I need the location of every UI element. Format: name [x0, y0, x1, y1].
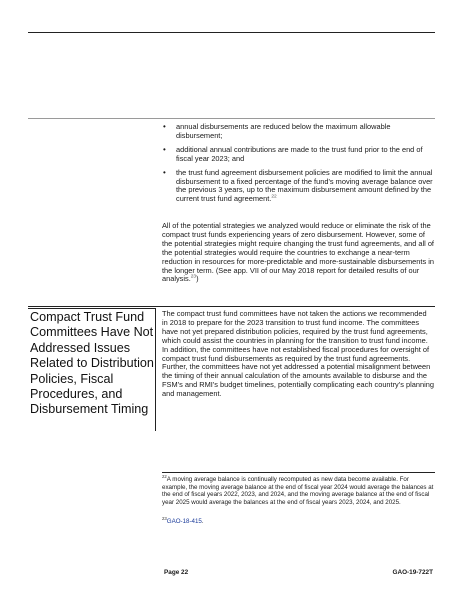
bullet-marker: • [163, 122, 166, 131]
paragraph-text: All of the potential strategies we analyzed would reduce or eliminate the risk of the compact trust funds experiencing years of zero disbursement. However, some of the potential strategies might require changing the trust fund agreements, and all of the potential strategies would require the countries to exchange a near-term reduction in resources for more-predictable and more-sustainable disbursements in the longer term. (See app. VII of our May 2018 report for detailed results of our analysis. [162, 221, 434, 284]
footnote-rule [162, 472, 435, 473]
report-number: GAO-19-722T [392, 569, 433, 576]
footnote-ref[interactable]: 22 [271, 194, 277, 200]
bullet-list [162, 123, 434, 209]
footnote-number: 23 [162, 515, 167, 521]
section-rule [28, 306, 435, 307]
list-item [162, 123, 434, 141]
footnote-text: . [201, 518, 204, 525]
bullet-marker: • [163, 167, 166, 177]
section-divider [28, 118, 435, 119]
page-number: Page 22 [164, 569, 189, 576]
paragraph-close: ) [196, 274, 199, 284]
footnote-number: 22 [162, 473, 167, 479]
footnote-text: A moving average balance is continually recomputed as new data become available. For example, the moving average balance at the end of fiscal year 2024 would average the balances at the end of fiscal years 2022, 2023, and 2024, and the moving average balance at the end of fiscal year 2025 would average the balances at the end of fiscal years 2023, 2024, and 2025. [162, 476, 434, 506]
section-heading: Compact Trust Fund Committees Have Not Addressed Issues Related to Distribution Policies, Fiscal Procedures, and Disbursement Timing [30, 310, 154, 417]
footnote-23 [162, 515, 434, 526]
strategies-paragraph [162, 222, 434, 284]
report-link[interactable]: GAO-18-415 [166, 518, 202, 525]
footnote-22 [162, 473, 434, 506]
bullet-marker: • [163, 144, 166, 154]
bullet-text: additional annual contributions are made to the trust fund prior to the end of fiscal year 2023; and [176, 144, 423, 163]
top-rule [28, 32, 435, 33]
bullet-text: the trust fund agreement disbursement policies are modified to limit the annual disbursement to a fixed percentage of the fund’s moving average balance over the previous 3 years, up to the maximum disbursement amount defined by the current trust fund agreement. [176, 167, 433, 204]
list-item [162, 146, 434, 164]
bullet-text: annual disbursements are reduced below the maximum allowable disbursement; [176, 122, 391, 140]
section-body: The compact trust fund committees have not taken the actions we recommended in 2018 to prepare for the 2023 transition to trust fund income. The committees have not yet prepared distribution policies, required by the trust fund agreements, which could assist the countries in planning for the transition to trust fund income. In addition, the committees have not established fiscal procedures for oversight of compact trust fund disbursements as required by the trust fund agreements. Further, the committees have not yet addressed a potential misalignment between the timing of their annual calculation of the amounts available to disburse and the FSM’s and RMI’s budget timelines, potentially complicating each country’s planning and management. [162, 309, 434, 399]
list-item [162, 169, 434, 205]
footnote-ref[interactable]: 23 [190, 274, 197, 280]
